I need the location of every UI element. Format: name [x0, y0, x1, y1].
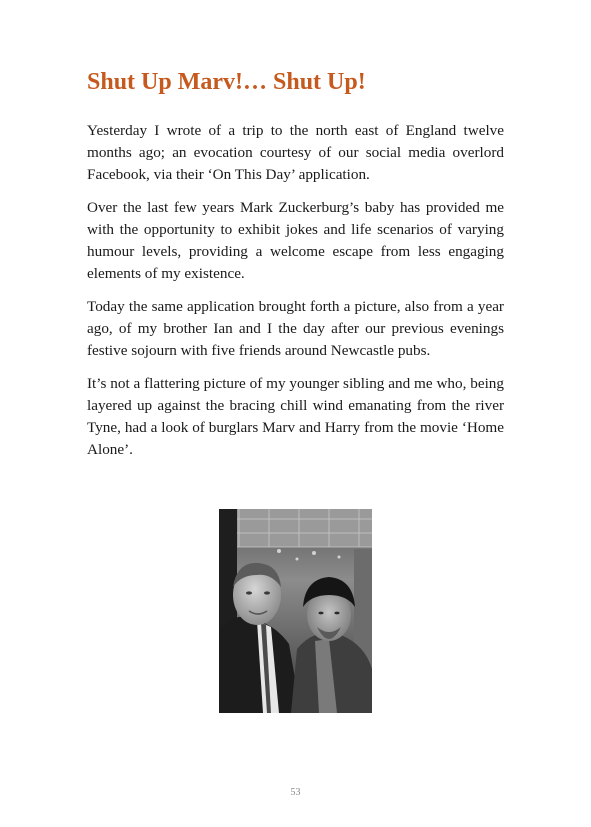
- paragraph-4: It’s not a flattering picture of my younger sibling and me who, being layered up against the bracing chill wind emanating from the river Tyne, had a look of burglars Marv and Harry from the movie ‘Home Alone’.: [87, 375, 504, 458]
- chapter-title: Shut Up Marv!… Shut Up!: [87, 69, 366, 95]
- body-text: [87, 120, 504, 472]
- page-number: 53: [290, 787, 301, 798]
- selfie-photo: [219, 509, 372, 713]
- paragraph-1: Yesterday I wrote of a trip to the north east of England twelve months ago; an evocation courtesy of our social media overlord Facebook, via their ‘On This Day’ application.: [87, 122, 504, 183]
- paragraph-2: Over the last few years Mark Zuckerburg’s baby has provided me with the opportunity to exhibit jokes and life scenarios of varying humour levels, providing a welcome escape from less engaging elements of my existence.: [87, 199, 504, 282]
- paragraph-3: Today the same application brought forth a picture, also from a year ago, of my brother Ian and I the day after our previous evenings festive sojourn with five friends around Newcastle pubs.: [87, 298, 504, 359]
